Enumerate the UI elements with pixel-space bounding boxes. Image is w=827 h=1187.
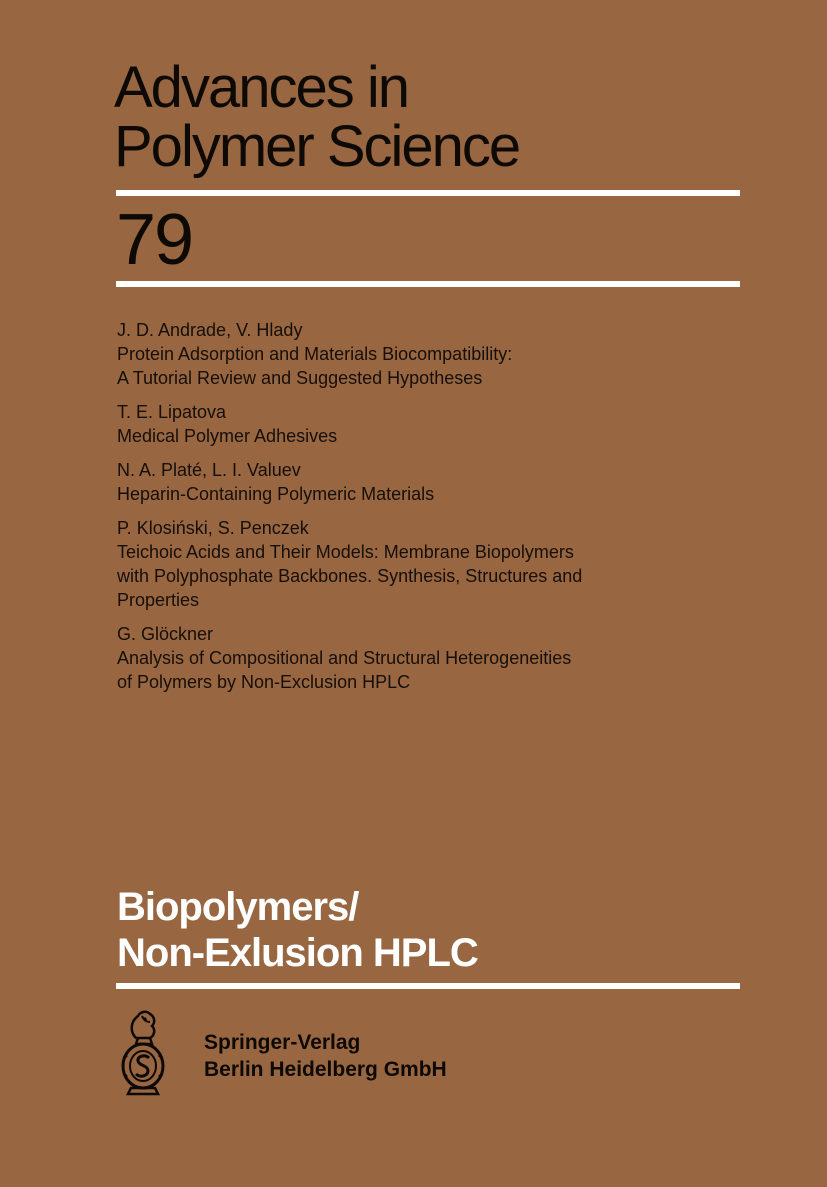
contents-entry	[117, 318, 737, 390]
entry-title-line: Teichoic Acids and Their Models: Membrane Biopolymers	[117, 542, 574, 562]
entry-title-line: Heparin-Containing Polymeric Materials	[117, 484, 435, 504]
entry-authors: P. Klosiński, S. Penczek	[117, 518, 309, 538]
contents-entry	[117, 458, 737, 506]
entry-title-line: of Polymers by Non-Exclusion HPLC	[117, 672, 411, 692]
entry-authors: J. D. Andrade, V. Hlady	[117, 320, 303, 340]
entry-authors: N. A. Platé, L. I. Valuev	[117, 460, 301, 480]
entry-title-line: Medical Polymer Adhesives	[117, 426, 338, 446]
subject-line-2: Non-Exlusion HPLC	[117, 931, 478, 975]
entry-title-line: Analysis of Compositional and Structural Heterogeneities	[117, 648, 572, 668]
volume-number: 79	[116, 200, 193, 280]
entry-title-line: A Tutorial Review and Suggested Hypotheses	[117, 368, 483, 388]
entry-title-line: with Polyphosphate Backbones. Synthesis, Structures and	[117, 566, 583, 586]
publisher-name	[204, 1029, 447, 1083]
springer-chess-knight-logo-icon	[116, 1008, 170, 1100]
bottom-divider	[116, 983, 740, 989]
entry-authors: G. Glöckner	[117, 624, 214, 644]
entry-authors: T. E. Lipatova	[117, 402, 227, 422]
subject-line-1: Biopolymers/	[117, 885, 359, 929]
publisher-line-1: Springer-Verlag	[204, 1031, 361, 1054]
contents-entry	[117, 516, 737, 612]
top-divider	[116, 190, 740, 196]
series-title-line-2: Polymer Science	[114, 114, 520, 179]
contents-entry	[117, 400, 737, 448]
series-title	[114, 55, 754, 179]
entry-title-line: Protein Adsorption and Materials Biocompatibility:	[117, 344, 513, 364]
entry-title-line: Properties	[117, 590, 200, 610]
publisher-line-2: Berlin Heidelberg GmbH	[204, 1058, 447, 1081]
contents-divider	[116, 281, 740, 287]
series-title-line-1: Advances in	[114, 55, 408, 120]
volume-subject-title	[117, 884, 737, 976]
table-of-contents	[117, 318, 737, 704]
contents-entry	[117, 622, 737, 694]
